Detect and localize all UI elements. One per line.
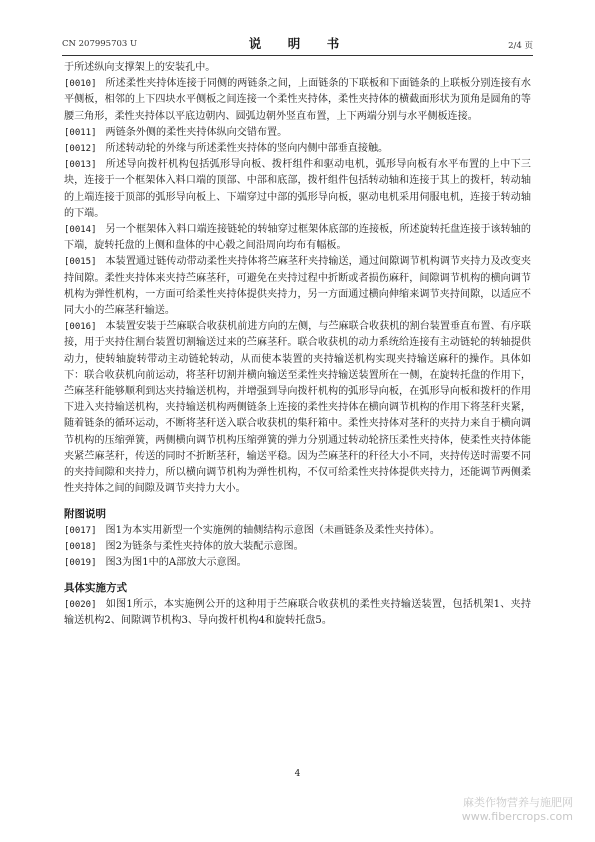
paragraph-text: 所述导向拨杆机构包括弧形导向板、拨杆组件和驱动电机，弧形导向板有水平布置的上中下三块，连接于一个框架体入料口端的顶部、中部和底部，拨杆组件包括转动轴和连接于其上的拨杆，转动轴的上端连接于顶部的弧形导向板上、下端穿过中部的弧形导向板，驱动电机采用伺服电机，连接于转动轴的下端。 (64, 159, 531, 219)
paragraph-0015 (64, 254, 531, 319)
paragraph-number: [0015] (64, 257, 97, 268)
paragraph-0012 (64, 141, 531, 157)
page-number: 4 (294, 769, 301, 779)
paragraph-text: 本装置安装于苎麻联合收获机前进方向的左侧，与苎麻联合收获机的割台装置垂直布置、有序联接，用于夹持住割台装置切割输送过来的苎麻茎秆。联合收获机的动力系统给连接有主动链轮的转轴提供动力，使转轴旋转带动主动链轮转动，从而使本装置的夹持输送机构实现夹持输送麻秆的操作。具体如下：联合收获机向前运动，将茎秆切割并横向输送至柔性夹持输送装置所在一侧，在旋转托盘的作用下，苎麻茎秆能够顺利到达夹持输送机构，并增强到导向拨杆机构的弧形导向板，在弧形导向板和拨杆的作用下进入夹持输送机构，夹持输送机构两侧链条上连接的柔性夹持体在横向调节机构的作用下将茎秆夹紧，随着链条的循环运动，不断将茎秆送入联合收获机的集秆箱中。柔性夹持体对茎秆的夹持力来自于横向调节机构的压缩弹簧，两侧横向调节机构压缩弹簧的弹力分别通过转动轮挤压柔性夹持体，使柔性夹持体能夹紧苎麻茎秆，传送的同时不折断茎秆，输送平稳。因为苎麻茎秆的秆径大小不同，夹持传送时需要不同的夹持间隙和夹持力，所以横向调节机构为弹性机构，不仅可给柔性夹持体提供夹持力，还能调节两侧柔性夹持体之间的间隙及调节夹持力大小。 (64, 321, 531, 495)
paragraph-text: 图1为本实用新型一个实施例的轴侧结构示意图（未画链条及柔性夹持体）。 (105, 524, 440, 536)
paragraph-number: [0012] (64, 144, 97, 155)
paragraph-number: [0018] (64, 541, 97, 552)
paragraph-number: [0011] (64, 127, 97, 138)
paragraph-0020 (64, 597, 531, 629)
section-heading-implementation: 具体实施方式 (64, 582, 127, 595)
paragraph-0013 (64, 157, 531, 222)
paragraph-text: 两链条外侧的柔性夹持体纵向交错布置。 (105, 126, 288, 138)
paragraph-text: 本装置通过链传动带动柔性夹持体将苎麻茎秆夹持输送，通过间隙调节机构调节夹持力及改变夹持间隙。柔性夹持体来夹持苎麻茎秆，可避免在夹持过程中折断或者损伤麻秆，间隙调节机构的横向调节机构为弹性机构，一方面可给柔性夹持体提供夹持力，另一方面通过横向伸缩来调节夹持间隙，以适应不同大小的苎麻茎秆输送。 (64, 256, 531, 317)
paragraph-number: [0013] (64, 160, 97, 171)
paragraph-0016 (64, 319, 531, 497)
paragraph-number: [0020] (64, 599, 97, 610)
paragraph-0014 (64, 222, 531, 254)
paragraph-text: 图3为图1中的A部放大示意图。 (105, 557, 247, 569)
page-header (62, 30, 533, 56)
paragraph-0018 (64, 539, 531, 555)
paragraph-text: 图2为链条与柔性夹持体的放大装配示意图。 (105, 540, 304, 552)
watermark-site-name: 麻类作物营养与施肥网 (463, 796, 573, 809)
paragraph-number: [0014] (64, 225, 97, 236)
paragraph-0019 (64, 555, 531, 571)
paragraph-text: 另一个框架体入料口端连接链轮的转轴穿过框架体底部的连接板，所述旋转托盘连接于该转轴的下端，旋转托盘的上侧和盘体的中心毂之间沿周向均布有幅板。 (64, 224, 531, 252)
paragraph-0010 (64, 76, 531, 125)
paragraph-text: 所述柔性夹持体连接于同侧的两链条之间，上面链条的下联板和下面链条的上联板分别连接有水平侧板，相邻的上下四块水平侧板之间连接一个柔性夹持体，柔性夹持体的横截面形状为顶角是圆角的等腰三角形，柔性夹持体以平底边朝内、圆弧边朝外竖直布置，上下两端分别与水平侧板连接。 (64, 78, 531, 122)
paragraph-number: [0019] (64, 558, 97, 569)
document-number: CN 207995703 U (62, 39, 138, 49)
paragraph-0011 (64, 125, 531, 141)
document-body (64, 60, 531, 629)
paragraph-text: 所述转动轮的外缘与所述柔性夹持体的竖向内侧中部垂直接触。 (105, 143, 389, 155)
paragraph-number: [0017] (64, 525, 97, 536)
page-fraction: 2/4 页 (508, 41, 533, 51)
document-title: 说 明 书 (248, 36, 347, 51)
section-heading-figures: 附图说明 (64, 508, 106, 521)
paragraph-number: [0016] (64, 322, 97, 333)
paragraph-number: [0010] (64, 79, 97, 90)
paragraph-text: 如图1所示，本实施例公开的这种用于苎麻联合收获机的柔性夹持输送装置，包括机架1、夹持输送机构2、间隙调节机构3、导向拨杆机构4和旋转托盘5。 (64, 598, 531, 626)
header-divider (62, 55, 533, 56)
watermark-url: www.fibercrops.com (461, 810, 573, 823)
paragraph-0017 (64, 523, 531, 539)
continuation-text: 于所述纵向支撑架上的安装孔中。 (64, 62, 216, 73)
